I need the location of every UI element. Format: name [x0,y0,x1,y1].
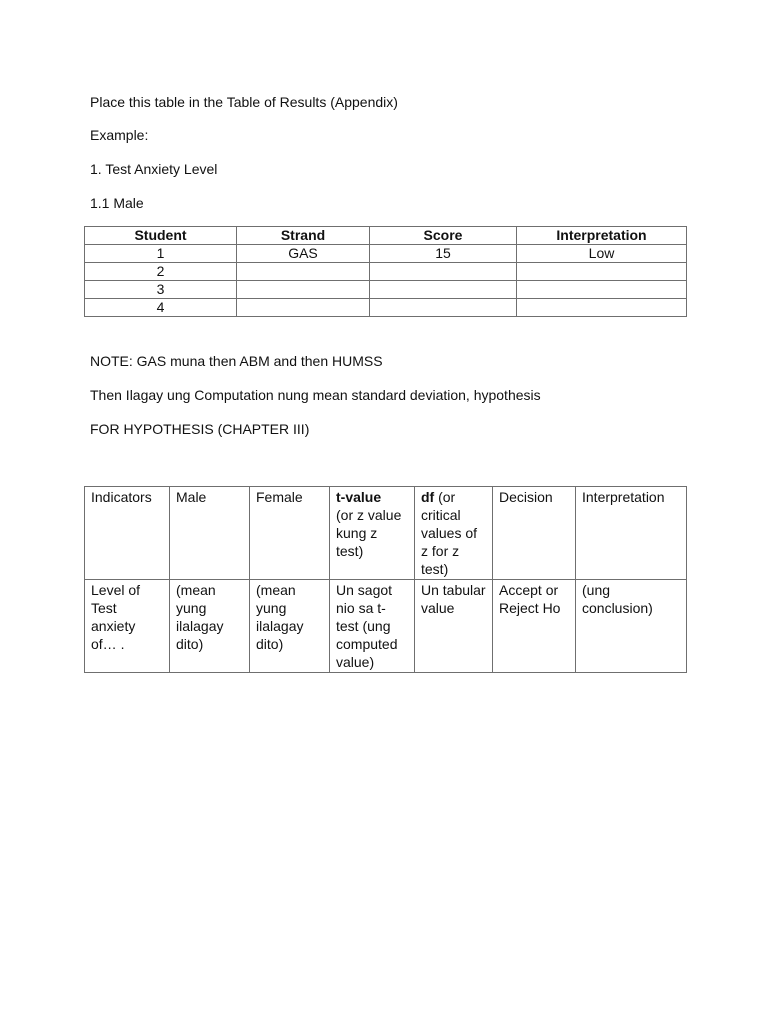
table-row [85,245,687,263]
column-header-indicators: Indicators [85,487,170,580]
hypothesis-table [84,486,687,673]
column-header-student: Student [85,227,237,245]
table-row [85,580,687,673]
subsection-heading: 1.1 Male [90,195,144,211]
table-cell [237,263,370,281]
example-label: Example: [90,127,149,143]
table-cell-t-value: Un sagot nio sa t-test (ung computed value) [330,580,415,673]
table-header-row [85,227,687,245]
column-header-female: Female [250,487,330,580]
t-value-label: t-value [336,489,382,505]
table-row [85,263,687,281]
column-header-decision: Decision [493,487,576,580]
column-header-interpretation: Interpretation [517,227,687,245]
table-cell [370,263,517,281]
computation-text: Then Ilagay ung Computation nung mean standard deviation, hypothesis [90,387,541,403]
table-cell [237,281,370,299]
table-row [85,299,687,317]
table-cell: 15 [370,245,517,263]
table-cell: 2 [85,263,237,281]
column-header-male: Male [170,487,250,580]
table-cell [517,263,687,281]
instruction-line: Place this table in the Table of Results (Appendix) [90,94,398,110]
table-row [85,281,687,299]
table-cell: 1 [85,245,237,263]
column-header-df [415,487,493,580]
table-cell: Low [517,245,687,263]
t-value-note: (or z value kung z test) [336,507,402,559]
table-cell [370,281,517,299]
table-cell-indicators: Level of Test anxiety of… . [85,580,170,673]
table-header-row [85,487,687,580]
section-heading: 1. Test Anxiety Level [90,161,218,177]
table-cell-male: (mean yung ilalagay dito) [170,580,250,673]
df-note: (or critical values of z for z test) [421,489,478,577]
df-label: df [421,489,435,505]
results-table [84,226,687,317]
table-cell [370,299,517,317]
table-cell: 4 [85,299,237,317]
column-header-score: Score [370,227,517,245]
column-header-interpretation: Interpretation [576,487,687,580]
table-cell-decision: Accept or Reject Ho [493,580,576,673]
table-cell [517,299,687,317]
table-cell: 3 [85,281,237,299]
table-cell-female: (mean yung ilalagay dito) [250,580,330,673]
table-cell: GAS [237,245,370,263]
table-cell [237,299,370,317]
table-cell-interpretation: (ung conclusion) [576,580,687,673]
column-header-t-value [330,487,415,580]
table-cell [517,281,687,299]
table-cell-df: Un tabular value [415,580,493,673]
hypothesis-heading: FOR HYPOTHESIS (CHAPTER III) [90,421,310,437]
note-text: NOTE: GAS muna then ABM and then HUMSS [90,353,383,369]
column-header-strand: Strand [237,227,370,245]
